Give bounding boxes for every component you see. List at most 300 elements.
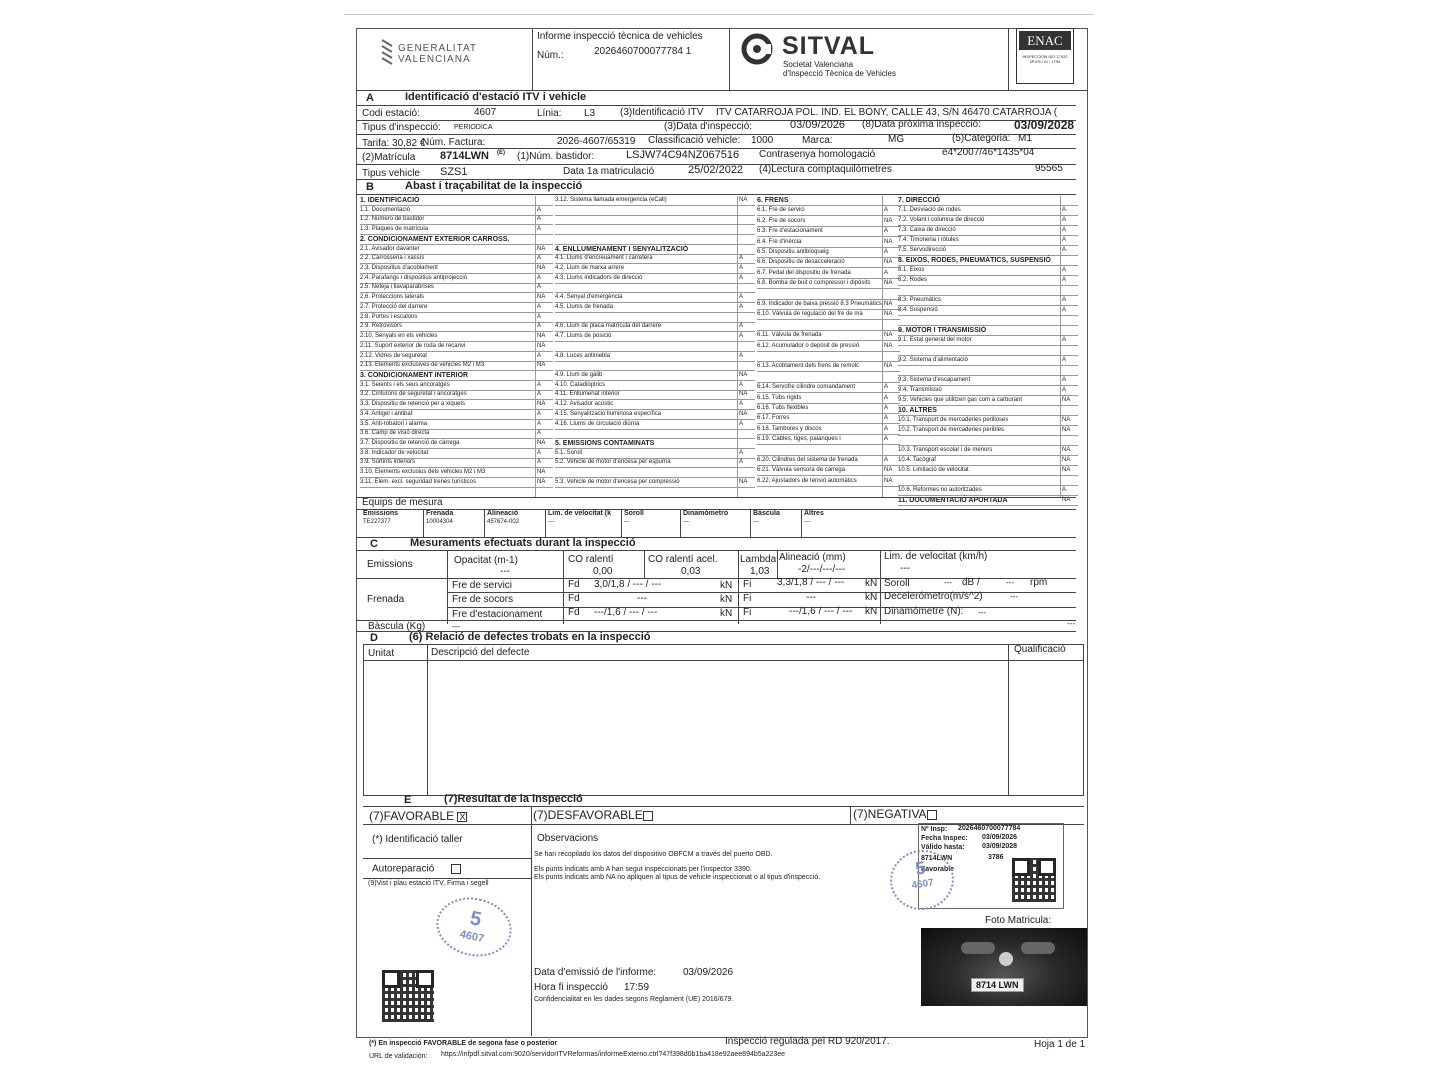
checklist-label: 1. IDENTIFICACIÓ bbox=[360, 197, 420, 204]
checklist-label: 8.2. Rodes bbox=[898, 277, 928, 283]
checklist-rule bbox=[898, 335, 1078, 336]
alin-value: -2/---/---/--- bbox=[798, 564, 846, 575]
checklist-item bbox=[555, 275, 642, 281]
data-insp-label: (3)Data d'inspecció: bbox=[664, 121, 753, 132]
stamp-code: 4607 bbox=[910, 877, 935, 892]
checklist-item bbox=[898, 487, 982, 493]
checklist-item bbox=[757, 311, 863, 317]
header-divider bbox=[1008, 28, 1009, 90]
checklist-label: 2.13. Elements exclusives de vehicles M2 i M3 bbox=[360, 362, 485, 369]
linia-value: L3 bbox=[584, 108, 596, 119]
checklist-item bbox=[360, 459, 415, 465]
checklist-item bbox=[360, 333, 437, 339]
checklist-label: 3.4. Antigel i antibaf bbox=[360, 410, 413, 417]
checklist-item bbox=[898, 227, 956, 233]
checklist-item bbox=[555, 479, 680, 485]
enac-badge bbox=[1016, 28, 1074, 84]
checklist-label: 9.5. Vehicles que utilitzen gas com a carburant bbox=[898, 397, 1023, 403]
checklist-value: NA bbox=[1062, 397, 1071, 403]
sitval-sub2: d'Inspecció Tècnica de Vehicles bbox=[783, 69, 897, 78]
checklist-label: 10.6. Reformes no autoritzades bbox=[898, 487, 982, 493]
negativa-checkbox[interactable] bbox=[927, 810, 937, 820]
checklist-rule bbox=[898, 465, 1078, 466]
checklist-rule bbox=[898, 275, 1078, 276]
checklist-value: A bbox=[537, 206, 542, 213]
equips-header: Altres bbox=[804, 510, 824, 517]
checklist-value: A bbox=[739, 381, 744, 388]
checklist-value: NA bbox=[884, 238, 893, 245]
checklist-item bbox=[898, 217, 984, 223]
desfavorable-label[interactable]: (7)DESFAVORABLE bbox=[533, 809, 653, 821]
plate-photo bbox=[921, 928, 1087, 1006]
checklist-item bbox=[757, 395, 801, 401]
checklist-label: 6.15. Tubs rígids bbox=[757, 394, 802, 401]
checklist-label: 6.5. Dispositiu antibloqueig bbox=[757, 249, 829, 255]
checklist-label: 3.8. Indicador de velocitat bbox=[360, 449, 429, 456]
sitval-name: SITVAL bbox=[782, 32, 876, 60]
equips-divider bbox=[621, 509, 622, 537]
checklist-rule bbox=[555, 429, 755, 430]
checklist-item bbox=[360, 343, 465, 349]
checklist-label: 6.21. Vàlvula sensora de càrrega bbox=[757, 467, 846, 474]
checklist-rule bbox=[757, 299, 900, 300]
checklist-label: 10. ALTRES bbox=[898, 407, 937, 414]
checklist-rule bbox=[898, 415, 1078, 416]
checklist-rule bbox=[360, 487, 553, 488]
checklist-item bbox=[757, 280, 870, 286]
desfavorable-checkbox[interactable] bbox=[643, 811, 653, 821]
checklist-item bbox=[360, 421, 427, 427]
checklist-rule bbox=[555, 215, 755, 216]
checklist-label: 7.2. Volant i columna de direcció bbox=[898, 217, 985, 223]
checklist-value: NA bbox=[537, 362, 546, 369]
kn-label: kN bbox=[720, 594, 733, 605]
checklist-rule bbox=[757, 475, 900, 476]
checklist-label: 8.3. Pneumàtics bbox=[898, 297, 942, 303]
checklist-item bbox=[555, 401, 613, 407]
checklist-value: NA bbox=[537, 245, 546, 252]
checklist-item bbox=[898, 277, 927, 283]
checklist-rule bbox=[757, 278, 900, 279]
id-itv-label: (3)Identificació ITV bbox=[620, 107, 704, 118]
checklist-item bbox=[898, 447, 992, 453]
checklist-rule bbox=[898, 345, 1078, 346]
checklist-item bbox=[360, 216, 424, 222]
checklist-item bbox=[898, 327, 986, 334]
checklist-rule bbox=[898, 205, 1078, 206]
checklist-rule bbox=[757, 486, 900, 487]
co-acel-label: CO ralentí acel. bbox=[648, 554, 718, 565]
checklist-value: NA bbox=[884, 217, 893, 224]
checklist-item bbox=[555, 450, 582, 456]
checklist-label: 4.11. Enllumenat interior bbox=[555, 391, 620, 398]
checklist-rule bbox=[555, 341, 755, 342]
emissio-label: Data d'emissió de l'informe: bbox=[534, 967, 657, 978]
checklist-label: 3.7. Dispositiu de retenció de càrrega bbox=[360, 440, 460, 446]
checklist-value: NA bbox=[884, 477, 893, 484]
sticker-ninsp-label: Nº Insp: bbox=[921, 826, 948, 833]
checklist-value: A bbox=[739, 323, 744, 330]
checklist-value: A bbox=[739, 265, 744, 272]
equips-value: TE227377 bbox=[363, 519, 391, 525]
checklist-label: 5.1. Soroll bbox=[555, 449, 583, 456]
checklist-divider bbox=[882, 196, 883, 497]
checklist-item bbox=[360, 323, 402, 329]
matricula-label: (2)Matrícula bbox=[362, 152, 416, 163]
checklist-rule bbox=[898, 395, 1078, 396]
checklist-rule bbox=[757, 413, 900, 414]
checklist-rule bbox=[757, 205, 900, 206]
checklist-item bbox=[898, 297, 941, 303]
checklist-item bbox=[757, 301, 882, 307]
checklist-rule bbox=[898, 365, 1078, 366]
checklist-item bbox=[555, 411, 661, 417]
rd-text: Inspecció regulada pel RD 920/2017. bbox=[725, 1036, 890, 1047]
checklist-label: 10.4. Tacògraf bbox=[898, 457, 936, 463]
checklist-rule bbox=[898, 455, 1078, 456]
checklist-item bbox=[898, 377, 970, 383]
checklist-rule bbox=[757, 392, 900, 393]
checklist-item bbox=[555, 440, 654, 447]
checklist-value: A bbox=[1062, 217, 1067, 223]
checklist-label: 2.7. Protecció del darrere bbox=[360, 303, 428, 310]
checklist-item bbox=[360, 197, 420, 204]
matricula-value: 8714LWN bbox=[440, 150, 489, 162]
checklist-item bbox=[898, 457, 936, 463]
checklist-item bbox=[757, 467, 845, 473]
checklist-label: 3. CONDICIONAMENT INTERIOR bbox=[360, 371, 469, 379]
checklist-label: 2.4. Parafangs i dispositius antiprojecció bbox=[360, 274, 468, 281]
checklist-item bbox=[555, 372, 602, 378]
fi-est-value: ---/1,6 / --- / --- bbox=[789, 606, 853, 617]
dinam-value: --- bbox=[978, 608, 986, 617]
checklist-label: 1.1. Documentació bbox=[360, 206, 411, 213]
checklist-value: A bbox=[739, 274, 744, 281]
id-itv-value: ITV CATARROJA POL. IND. EL BONY, CALLE 43, S/N 46470 CATARROJA ( bbox=[716, 107, 1058, 118]
checklist-label: 5.3. Vehicle de motor d'encesa per compressió bbox=[555, 478, 680, 485]
car-light-icon bbox=[961, 942, 995, 954]
checklist-item bbox=[555, 421, 639, 427]
checklist-item bbox=[555, 255, 653, 261]
section-a-letter: A bbox=[366, 92, 374, 104]
checklist-label: 3.6. Camp de visió directa bbox=[360, 430, 430, 437]
gv-emblem-icon bbox=[380, 38, 394, 68]
fd-label: Fd bbox=[568, 607, 580, 618]
checklist-label: 4.4. Senyal d'emergència bbox=[555, 294, 623, 301]
checklist-value: A bbox=[739, 420, 744, 427]
checklist-item bbox=[360, 450, 428, 456]
checklist-rule bbox=[757, 444, 900, 445]
checklist-item bbox=[898, 407, 937, 414]
checklist-rule bbox=[898, 225, 1078, 226]
limvel-value: --- bbox=[900, 563, 910, 574]
checklist-rule bbox=[898, 235, 1078, 236]
marca-value: MG bbox=[888, 134, 905, 145]
fre-socors-label: Fre de socors bbox=[452, 594, 514, 605]
checklist-value: A bbox=[1062, 207, 1067, 213]
checklist-value: A bbox=[884, 394, 889, 401]
checklist-label: 2. CONDICIONAMENT EXTERIOR CARROSS. bbox=[360, 235, 510, 243]
checklist-rule bbox=[898, 435, 1078, 436]
checklist-value: NA bbox=[1062, 417, 1071, 423]
checklist-item bbox=[555, 459, 671, 465]
equips-divider bbox=[750, 509, 751, 537]
tipus-value: PERIODICA bbox=[454, 124, 493, 131]
checklist-label: 2.12. Vidres de seguretat bbox=[360, 352, 427, 359]
foto-label: Foto Matricula: bbox=[985, 915, 1052, 926]
checklist-item bbox=[360, 284, 434, 290]
checklist-item bbox=[898, 397, 1022, 403]
favorable-checkbox[interactable]: X bbox=[459, 811, 466, 822]
section-c-letter: C bbox=[370, 538, 378, 550]
checklist-label: 4.15. Senyalització lluminosa específica bbox=[555, 410, 662, 417]
data-matr-value: 25/02/2022 bbox=[688, 164, 744, 176]
checklist-item bbox=[757, 478, 857, 484]
kn-label: kN bbox=[865, 578, 878, 589]
checklist-label: 9.2. Sistema d'alimentació bbox=[898, 357, 968, 363]
checklist-rule bbox=[757, 319, 900, 320]
checklist-item bbox=[360, 411, 412, 417]
checklist-rule bbox=[898, 355, 1078, 356]
checklist-label: 2.11. Suport exterior de roda de recanvi bbox=[360, 342, 466, 349]
checklist-item bbox=[360, 401, 465, 407]
checklist-label: 4.3. Llums indicadors de direcció bbox=[555, 274, 643, 281]
checklist-item bbox=[555, 294, 623, 300]
checklist-value: A bbox=[1062, 337, 1067, 343]
checklist-rule bbox=[898, 215, 1078, 216]
checklist-rule bbox=[757, 267, 900, 268]
checklist-value: A bbox=[1062, 357, 1067, 363]
checklist-value: A bbox=[537, 274, 542, 281]
section-a-title: Identificació d'estació ITV i vehicle bbox=[405, 91, 587, 103]
checklist-rule bbox=[757, 434, 900, 435]
checklist-item bbox=[360, 353, 427, 359]
checklist-item bbox=[360, 440, 459, 446]
checklist-value: A bbox=[537, 303, 542, 310]
checklist-rule bbox=[757, 247, 900, 248]
sticker-valido-label: Válido hasta: bbox=[921, 844, 965, 851]
checklist-value: A bbox=[1062, 247, 1067, 253]
enac-text: ENAC bbox=[1019, 31, 1071, 50]
soroll-value: --- bbox=[944, 578, 952, 587]
co-acel-value: 0,03 bbox=[681, 566, 701, 577]
checklist-value: A bbox=[537, 449, 542, 456]
kn-label: kN bbox=[720, 580, 733, 591]
checklist-item bbox=[898, 237, 959, 243]
checklist-value: A bbox=[537, 381, 542, 388]
checklist-value: A bbox=[1062, 277, 1067, 283]
checklist-label: 9.4. Transmissió bbox=[898, 387, 942, 393]
equips-title: Equips de mesura bbox=[362, 497, 443, 508]
report-title: Informe inspecció tècnica de vehicles bbox=[537, 31, 703, 42]
fd-label: Fd bbox=[568, 579, 580, 590]
checklist-item bbox=[757, 363, 859, 369]
checklist-item bbox=[757, 436, 841, 442]
checklist-label: 8.4. Suspensió bbox=[898, 307, 938, 313]
checklist-label: 4.6. Llum de placa matrícula del darrere bbox=[555, 323, 662, 330]
checklist-value: A bbox=[537, 352, 542, 359]
tarifa: Tarifa: 30,82 € bbox=[362, 138, 426, 149]
checklist-item bbox=[360, 207, 410, 213]
bascula-value: --- bbox=[452, 622, 460, 631]
checklist-item bbox=[555, 353, 610, 359]
checklist-value: NA bbox=[884, 342, 893, 349]
checklist-item bbox=[898, 257, 1051, 264]
checklist-value: A bbox=[1062, 297, 1067, 303]
opac-value: --- bbox=[500, 566, 510, 577]
checklist-rule bbox=[898, 305, 1078, 306]
checklist-divider bbox=[535, 196, 536, 497]
fi-label: Fi bbox=[743, 607, 752, 618]
plate-text: 8714 LWN bbox=[971, 978, 1024, 992]
checklist-label: 7. DIRECCIÓ bbox=[898, 197, 941, 204]
equips-value: --- bbox=[548, 519, 554, 525]
obs-line3: Els punts indicats amb NA no apliquen al tipus de vehicle inspeccionat o al tipus d'inspecció. bbox=[534, 874, 821, 881]
section-b-letter: B bbox=[366, 181, 374, 193]
negativa-label[interactable]: (7)NEGATIVA bbox=[853, 808, 937, 820]
checklist-rule bbox=[898, 475, 1078, 476]
checklist-value: A bbox=[537, 226, 542, 233]
footer-note: (*) En inspecció FAVORABLE de segona fase o posterior bbox=[369, 1040, 558, 1047]
checklist-divider bbox=[1060, 196, 1061, 497]
checklist-rule bbox=[757, 403, 900, 404]
page-number: Hoja 1 de 1 bbox=[1034, 1039, 1086, 1050]
checklist-label: 1.2. Número de bastidor bbox=[360, 216, 425, 223]
checklist-value: A bbox=[739, 294, 744, 301]
checklist-label: 4. ENLLUMENAMENT I SENYALITZACIÓ bbox=[555, 245, 689, 253]
co-ral-value: 0,00 bbox=[593, 566, 613, 577]
checklist-value: A bbox=[739, 303, 744, 310]
checklist-rule bbox=[898, 265, 1078, 266]
equips-value: --- bbox=[624, 519, 630, 525]
section-d-title: (6) Relació de defectes trobats en la inspecció bbox=[409, 631, 651, 643]
checklist-rule bbox=[898, 325, 1078, 326]
checklist-item bbox=[757, 415, 789, 421]
fre-serv-label: Fre de servici bbox=[452, 580, 513, 591]
data-prox-value: 03/09/2028 bbox=[1014, 118, 1075, 132]
codi-label: Codi estació: bbox=[362, 108, 420, 119]
sticker-valido: 03/09/2028 bbox=[982, 843, 1018, 850]
favorable-label[interactable]: (7)FAVORABLE X bbox=[369, 809, 466, 823]
checklist-item bbox=[757, 249, 829, 255]
checklist-label: 6.20. Cilindres del sistema de frenada bbox=[757, 457, 858, 463]
contrasenya-value: e4*2007/46*1435*04 bbox=[942, 147, 1035, 158]
checklist-value: A bbox=[537, 420, 542, 427]
data-prox-label: (8)Data pròxima inspecció: bbox=[862, 119, 981, 130]
checklist-label: 4.2. Llum de marxa arrere bbox=[555, 265, 625, 272]
checklist-value: NA bbox=[884, 363, 893, 370]
lectura-value: 95565 bbox=[1035, 163, 1063, 174]
checklist-label: 4.5. Llums de frenada bbox=[555, 303, 614, 310]
checklist-rule bbox=[757, 257, 900, 258]
checklist-label: 2.10. Senyals en els vehicles bbox=[360, 333, 438, 340]
checklist-label: 6.17. Forres bbox=[757, 415, 790, 422]
categoria-value: M1 bbox=[1018, 133, 1032, 144]
num-label: Núm.: bbox=[537, 50, 564, 61]
checklist-rule bbox=[757, 340, 900, 341]
autorep-label: Autoreparació bbox=[372, 864, 461, 875]
checklist-item bbox=[898, 247, 946, 253]
checklist-label: 3.10. Elements exclusius dels vehicles M2 i M3 bbox=[360, 469, 486, 476]
checklist-label: 11. DOCUMENTACIÓ APORTADA bbox=[898, 497, 1008, 504]
checklist-item bbox=[360, 479, 476, 485]
checklist-label: 7.4. Timoneria i ròtules bbox=[898, 237, 959, 243]
checklist-item bbox=[757, 270, 851, 276]
equips-value: --- bbox=[804, 519, 810, 525]
fre-est-label: Fre d'estacionament bbox=[452, 609, 543, 620]
checklist-value: NA bbox=[537, 440, 546, 446]
bastidor-label: (1)Núm. bastidor: bbox=[517, 151, 595, 162]
checklist-rule bbox=[757, 382, 900, 383]
checklist-value: A bbox=[884, 436, 889, 443]
checklist-item bbox=[360, 469, 485, 475]
checklist-label: 6.18. Tambores y discos bbox=[757, 425, 822, 432]
checklist-rule bbox=[757, 465, 900, 466]
checklist-value: A bbox=[739, 449, 744, 456]
checklist-value: A bbox=[884, 457, 889, 463]
checklist-rule bbox=[898, 405, 1078, 406]
fi-label: Fi bbox=[743, 579, 752, 590]
checklist-item bbox=[898, 197, 940, 204]
emissio-value: 03/09/2026 bbox=[683, 967, 734, 978]
checklist-label: 6.22. Ajustadors de tensió automàtics bbox=[757, 477, 857, 484]
checklist-value: NA bbox=[1062, 447, 1071, 453]
checklist-rule bbox=[898, 255, 1078, 256]
contrasenya-label: Contrasenya homologació bbox=[759, 149, 876, 160]
checklist-value: NA bbox=[537, 265, 546, 272]
sticker-matricula: 8714LWN bbox=[921, 855, 953, 862]
qualificacio-header: Qualificació bbox=[1014, 644, 1066, 655]
descripcio-header: Descripció del defecte bbox=[431, 647, 530, 658]
checklist-rule bbox=[555, 487, 755, 488]
validation-url[interactable]: https://infpdf.sitval.com:9020/servidorITVReformas/informeExterno.ctrl?47f398d0b1ba418e92aee894b5a223ee bbox=[441, 1051, 785, 1058]
matricula-sup: (E) bbox=[497, 150, 505, 156]
equips-header: Bàscula bbox=[753, 510, 780, 517]
dinam-label: Dinamómetre (N): bbox=[884, 606, 964, 617]
checklist-rule bbox=[898, 505, 1078, 506]
co-ral-label: CO ralentí bbox=[568, 554, 614, 565]
checklist-item bbox=[757, 332, 822, 338]
checklist-value: A bbox=[1062, 237, 1067, 243]
autorep-checkbox[interactable] bbox=[451, 864, 461, 874]
data-matr-label: Data 1a matriculació bbox=[563, 166, 655, 177]
checklist-label: 7.3. Caixa de direcció bbox=[898, 227, 956, 233]
checklist-label: 6.16. Tubs flexibles bbox=[757, 405, 809, 411]
checklist-item bbox=[360, 314, 417, 320]
kn-label: kN bbox=[865, 606, 878, 617]
checklist-item bbox=[757, 197, 789, 204]
equips-divider bbox=[680, 509, 681, 537]
checklist-item bbox=[555, 391, 620, 397]
checklist-item bbox=[898, 387, 942, 393]
fi-label: Fi bbox=[743, 593, 752, 604]
equips-value: 10004304 bbox=[426, 519, 453, 525]
checklist-label: 8.1. Eixos bbox=[898, 267, 925, 273]
tipus-veh-label: Tipus vehicle bbox=[362, 168, 420, 179]
checklist-item bbox=[555, 246, 688, 253]
checklist-label: 6.11. Vàlvula de frenada bbox=[757, 332, 822, 339]
checklist-item bbox=[360, 255, 424, 261]
checklist-item bbox=[360, 391, 467, 397]
checklist-value: NA bbox=[537, 401, 546, 408]
checklist-value: NA bbox=[1062, 427, 1071, 433]
observ-title: Observacions bbox=[537, 833, 599, 844]
checklist-label: 9. MOTOR I TRANSMISSIÓ bbox=[898, 327, 987, 334]
kn-label: kN bbox=[720, 608, 733, 619]
equips-header: Dinamómetro bbox=[683, 510, 729, 517]
obs-line1: Se han recopilado los datos del dispositivo OBFCM a través del puerto OBD. bbox=[534, 851, 773, 858]
factura-label: Núm. Factura: bbox=[422, 137, 486, 148]
